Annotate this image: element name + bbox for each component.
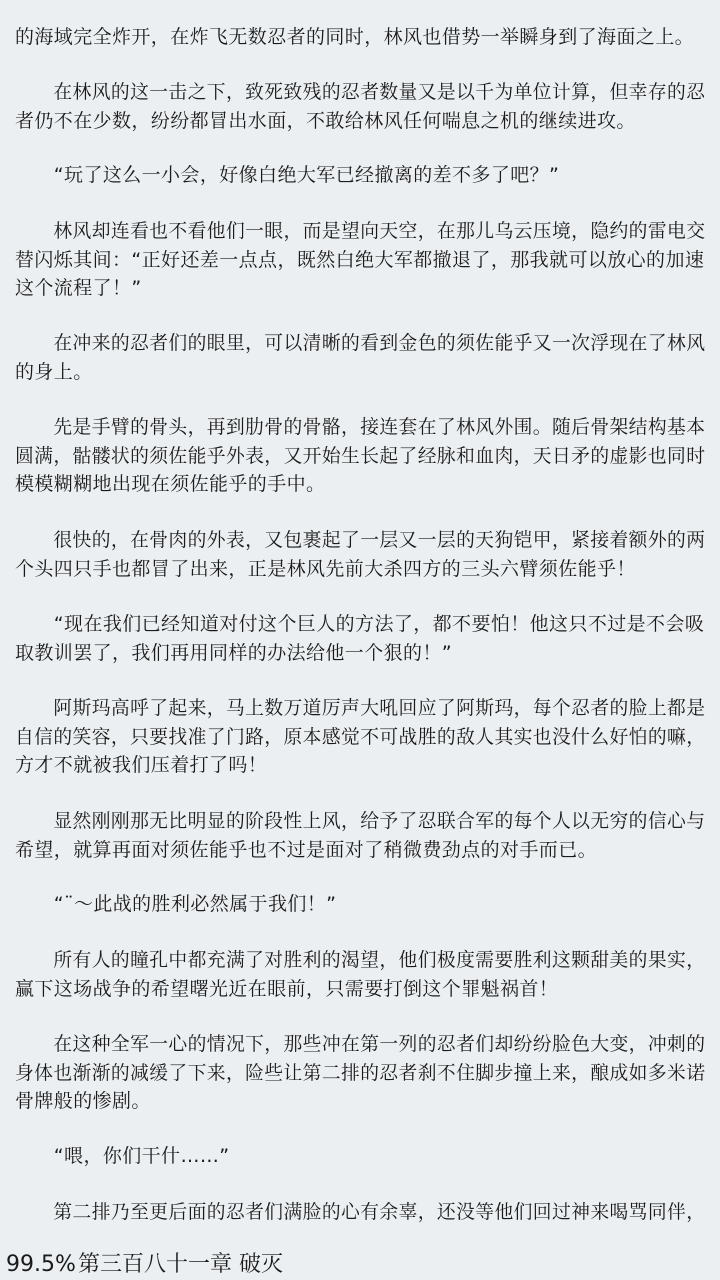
text-line: 圆满，骷髅状的须佐能乎外表，又开始生长起了经脉和血肉，天日矛的虚影也同时 xyxy=(15,444,706,467)
text-line: “¨～此战的胜利必然属于我们！” xyxy=(15,893,337,915)
text-line: 林风却连看也不看他们一眼，而是望向天空，在那儿乌云压境，隐约的雷电交 xyxy=(15,220,706,242)
paragraph-4 xyxy=(15,217,705,303)
text-line: “喂，你们干什……” xyxy=(15,1145,230,1167)
paragraph-7 xyxy=(15,526,705,583)
text-line: 在林风的这一击之下，致死致残的忍者数量又是以千为单位计算，但幸存的忍 xyxy=(15,81,706,103)
text-line: 的身上。 xyxy=(15,360,93,383)
text-line: 第二排乃至更后面的忍者们满脸的心有余辜，还没等他们回过神来喝骂同伴， xyxy=(15,1201,706,1223)
chapter-title: 第三百八十一章 破灭 xyxy=(78,1252,283,1277)
paragraph-10 xyxy=(15,807,705,864)
text-line: 在这种全军一心的情况下，那些冲在第一列的忍者们却纷纷脸色大变，冲刺的 xyxy=(15,1033,706,1055)
paragraph-11 xyxy=(15,890,705,919)
reading-progress: 99.5% xyxy=(6,1252,76,1277)
text-line: 赢下这场战争的希望曙光近在眼前，只需要打倒这个罪魁祸首！ xyxy=(15,977,559,1000)
text-line: 方才不就被我们压着打了吗！ xyxy=(15,754,268,776)
text-line: 模模糊糊地出现在须佐能乎的手中。 xyxy=(15,473,326,495)
text-line: 自信的笑容，只要找准了门路，原本感觉不可战胜的敌人其实也没什么好怕的嘛， xyxy=(15,725,706,748)
reader-status-bar xyxy=(0,1250,720,1280)
text-line: 很快的，在骨肉的外表，又包裹起了一层又一层的天狗铠甲，紧接着额外的两 xyxy=(15,529,706,551)
paragraph-2 xyxy=(15,78,705,135)
text-line: 身体也渐渐的减缓了下来，险些让第二排的忍者刹不住脚步撞上来，酿成如多米诺 xyxy=(15,1061,706,1084)
paragraph-14 xyxy=(15,1142,705,1171)
text-line: 阿斯玛高呼了起来，马上数万道厉声大吼回应了阿斯玛，每个忍者的脸上都是 xyxy=(15,697,706,719)
text-line: 个头四只手也都冒了出来，正是林风先前大杀四方的三头六臂须佐能乎！ xyxy=(15,557,636,580)
text-line: 先是手臂的骨头，再到肋骨的骨骼，接连套在了林风外围。随后骨架结构基本 xyxy=(15,416,706,438)
text-line: 显然刚刚那无比明显的阶段性上风，给予了忍联合军的每个人以无穷的信心与 xyxy=(15,810,706,832)
paragraph-15 xyxy=(15,1198,705,1227)
paragraph-8 xyxy=(15,610,705,667)
text-line: 在冲来的忍者们的眼里，可以清晰的看到金色的须佐能乎又一次浮现在了林风 xyxy=(15,332,706,354)
paragraph-1 xyxy=(15,23,705,52)
paragraph-12 xyxy=(15,946,705,1003)
paragraph-9 xyxy=(15,694,705,780)
text-line: 的海域完全炸开，在炸飞无数忍者的同时，林风也借势一举瞬身到了海面之上。 xyxy=(15,26,695,48)
paragraph-3 xyxy=(15,161,705,190)
paragraph-13 xyxy=(15,1030,705,1116)
text-line: 取教训罢了，我们再用同样的办法给他一个狠的！” xyxy=(15,641,453,664)
text-line: 这个流程了！” xyxy=(15,277,142,299)
text-line: 希望，就算再面对须佐能乎也不过是面对了稍微费劲点的对手而已。 xyxy=(15,838,598,861)
paragraph-6 xyxy=(15,413,705,499)
text-line: 骨牌般的惨剧。 xyxy=(15,1090,151,1112)
text-line: 替闪烁其间：“正好还差一点点，既然白绝大军都撤退了，那我就可以放心的加速 xyxy=(15,248,705,271)
paragraph-5 xyxy=(15,329,705,386)
text-line: “玩了这么一小会，好像白绝大军已经撤离的差不多了吧？” xyxy=(15,164,560,186)
text-line: 所有人的瞳孔中都充满了对胜利的渴望，他们极度需要胜利这颗甜美的果实， xyxy=(15,949,706,971)
text-line: “现在我们已经知道对付这个巨人的方法了，都不要怕！他这只不过是不会吸 xyxy=(15,613,705,635)
text-line: 者仍不在少数，纷纷都冒出水面，不敢给林风任何喘息之机的继续进攻。 xyxy=(15,109,636,132)
